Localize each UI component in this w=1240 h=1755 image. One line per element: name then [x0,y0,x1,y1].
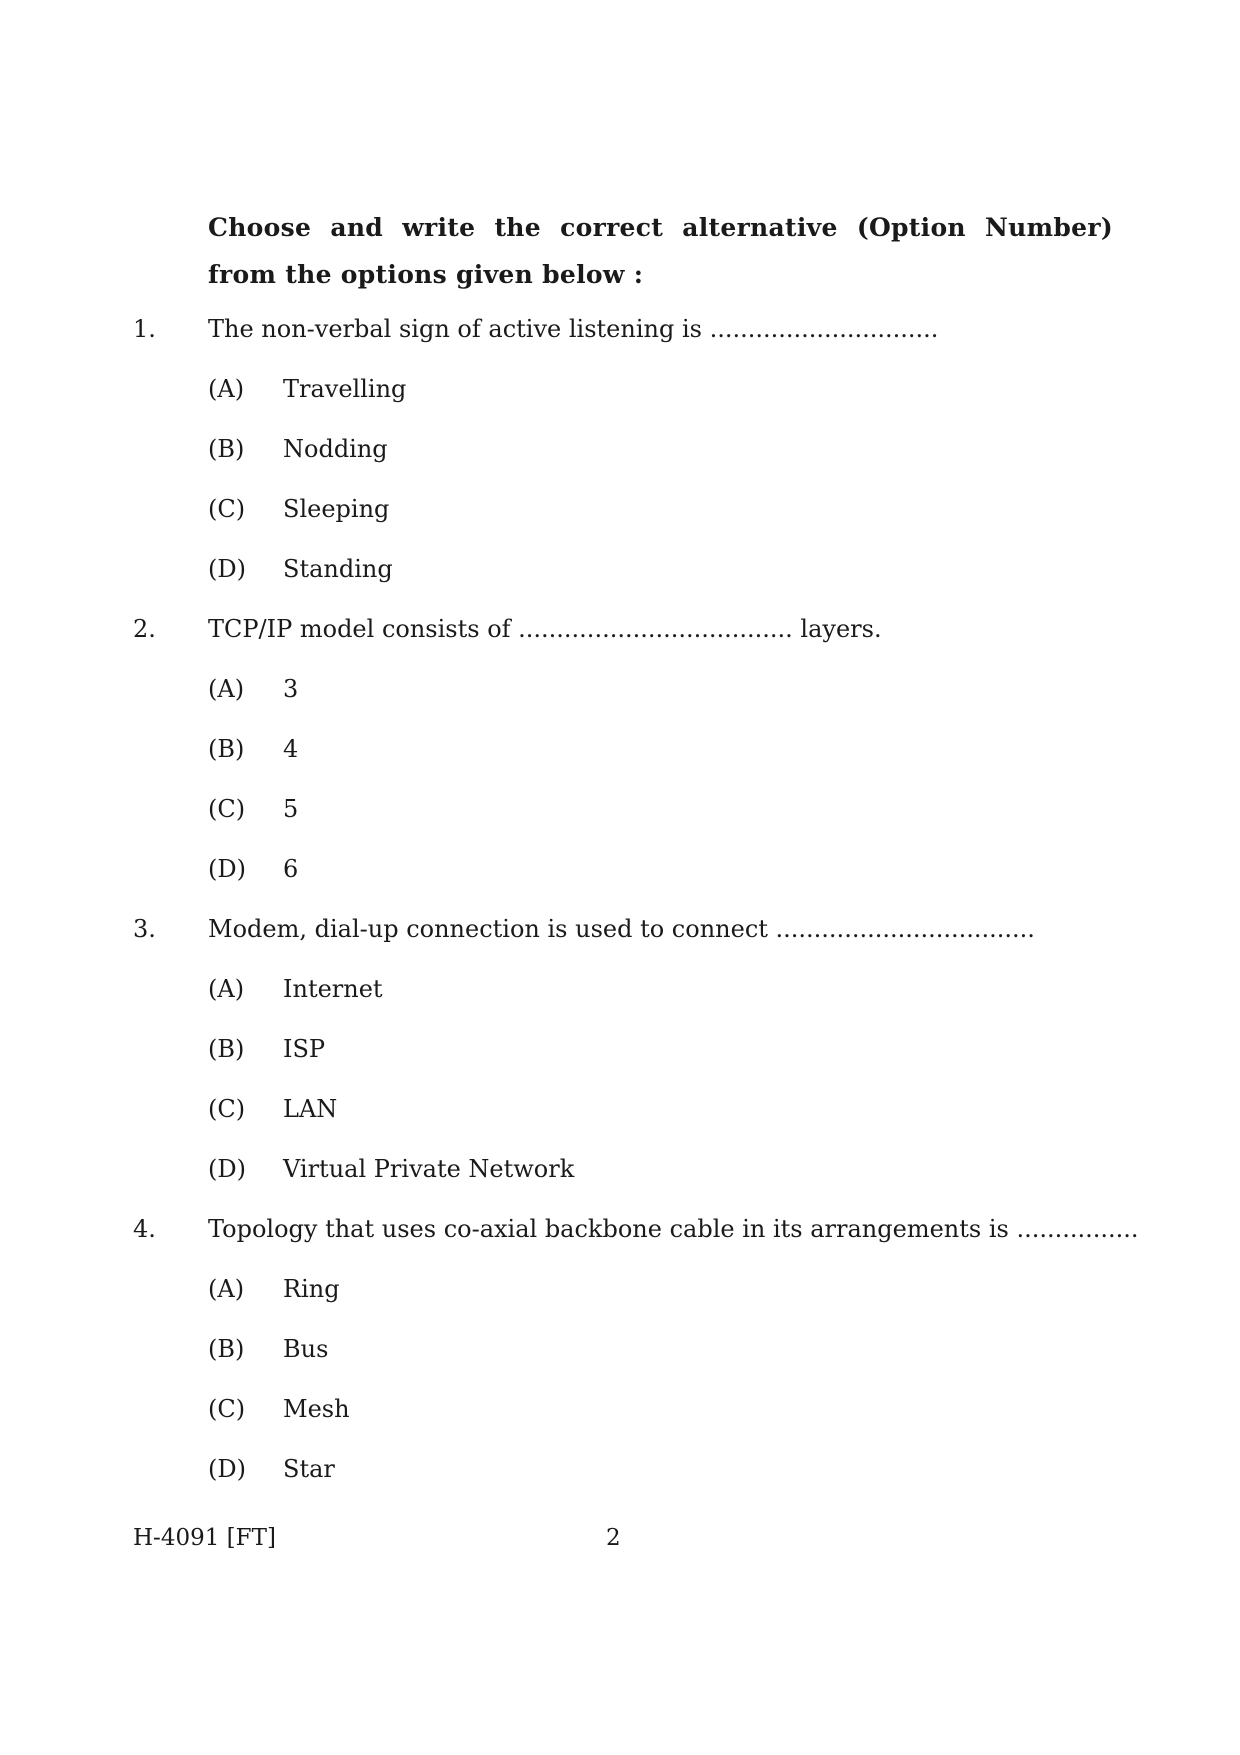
option-text: Internet [283,975,383,1003]
question-number: 2. [133,615,156,643]
option-label: (B) [208,1035,245,1063]
question-text: TCP/IP model consists of .................................... layers. [208,615,882,643]
option-label: (A) [208,375,245,403]
question-text: Topology that uses co-axial backbone cable in its arrangements is ................ [208,1215,1139,1243]
option-text: Virtual Private Network [283,1155,575,1183]
option-text: 4 [283,735,299,763]
option-c [0,489,1240,529]
option-text: Standing [283,555,393,583]
option-text: Bus [283,1335,329,1363]
option-d [0,1449,1240,1489]
option-b [0,429,1240,469]
option-b [0,1029,1240,1069]
instruction-text: Choose and write the correct alternative (Option Number) from the options given below : [208,213,1113,289]
option-text: Travelling [283,375,407,403]
question-3 [0,909,1240,1189]
option-label: (B) [208,1335,245,1363]
option-label: (D) [208,555,246,583]
option-c [0,789,1240,829]
option-b [0,1329,1240,1369]
question-text: The non-verbal sign of active listening is .............................. [208,315,939,343]
option-label: (C) [208,1395,246,1423]
option-label: (C) [208,1095,246,1123]
option-d [0,1149,1240,1189]
option-label: (D) [208,855,246,883]
question-line [0,909,1240,949]
option-text: Sleeping [283,495,390,523]
option-text: 6 [283,855,299,883]
option-text: Ring [283,1275,340,1303]
page-number: 2 [606,1525,621,1551]
option-a [0,669,1240,709]
option-text: 3 [283,675,299,703]
question-number: 3. [133,915,156,943]
question-text: Modem, dial-up connection is used to connect .................................. [208,915,1035,943]
option-b [0,729,1240,769]
option-c [0,1389,1240,1429]
option-a [0,1269,1240,1309]
question-2 [0,609,1240,889]
question-line [0,1209,1240,1249]
option-text: LAN [283,1095,338,1123]
option-text: Nodding [283,435,388,463]
option-label: (B) [208,735,245,763]
paper-code: H-4091 [FT] [133,1525,276,1551]
option-d [0,549,1240,589]
option-label: (B) [208,435,245,463]
option-label: (C) [208,795,246,823]
option-label: (A) [208,975,245,1003]
option-d [0,849,1240,889]
option-a [0,369,1240,409]
option-label: (A) [208,675,245,703]
option-text: 5 [283,795,299,823]
option-label: (D) [208,1455,246,1483]
question-4 [0,1209,1240,1489]
option-label: (A) [208,1275,245,1303]
option-label: (C) [208,495,246,523]
option-text: Star [283,1455,335,1483]
option-c [0,1089,1240,1129]
question-number: 4. [133,1215,156,1243]
option-label: (D) [208,1155,246,1183]
question-1 [0,309,1240,589]
question-line [0,609,1240,649]
option-a [0,969,1240,1009]
question-line [0,309,1240,349]
question-number: 1. [133,315,156,343]
option-text: Mesh [283,1395,350,1423]
option-text: ISP [283,1035,326,1063]
